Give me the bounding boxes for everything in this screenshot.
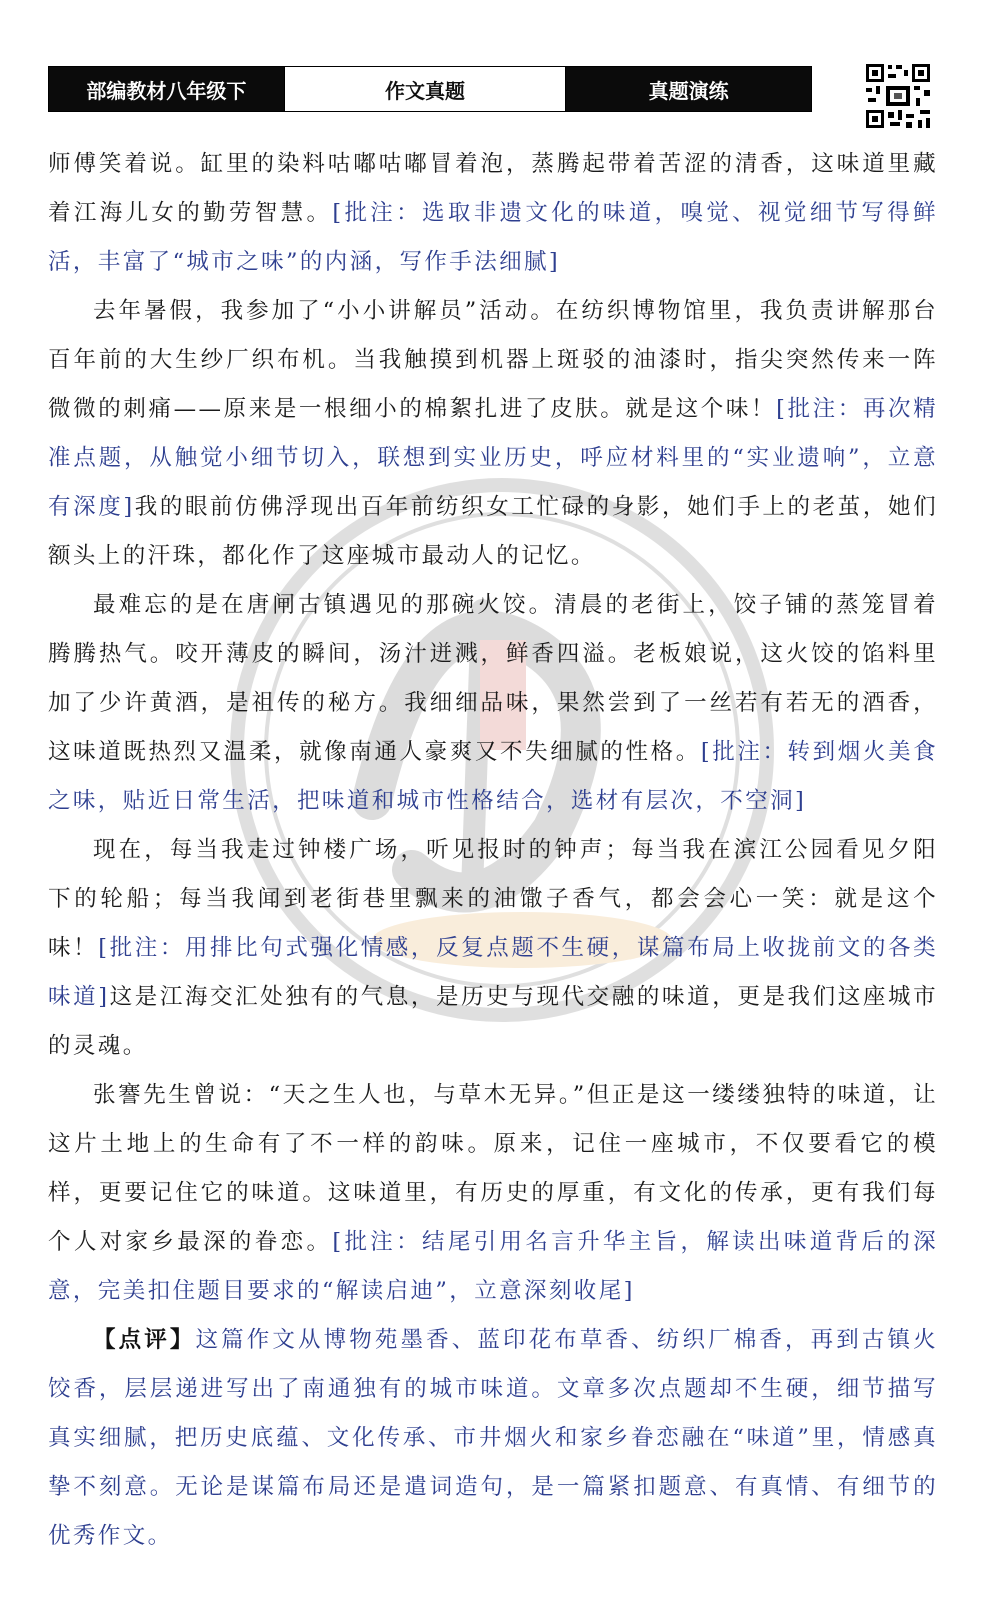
annotation: [批注：选取非遗文化的味道，嗅觉、视觉细节写得鲜活，丰富了“城市之味”的内涵，写作手法细腻] bbox=[48, 200, 938, 275]
paragraph-3 bbox=[48, 581, 938, 826]
header-section-label: 真题演练 bbox=[566, 67, 811, 111]
review-paragraph bbox=[48, 1316, 938, 1561]
paragraph-text: 张謇先生曾说：“天之生人也，与草木无异。”但正是这一缕缕独特的味道，让这片土地上的生命有了不一样的韵味。原来，记住一座城市，不仅要看它的模样，更要记住它的味道。这味道里，有历史的厚重，有文化的传承，更有我们每个人对家乡最深的眷恋。 bbox=[48, 1082, 938, 1255]
paragraph-5 bbox=[48, 1071, 938, 1316]
paragraph-1 bbox=[48, 140, 938, 287]
annotation: [批注：再次精准点题，从触觉小细节切入，联想到实业历史，呼应材料里的“实业遗响”，立意有深度] bbox=[48, 396, 938, 520]
annotation: [批注：用排比句式强化情感，反复点题不生硬，谋篇布局上收拢前文的各类味道] bbox=[48, 935, 938, 1010]
annotation: [批注：转到烟火美食之味，贴近日常生活，把味道和城市性格结合，选材有层次，不空洞] bbox=[48, 739, 939, 814]
paragraph-2 bbox=[48, 287, 938, 581]
header-grade-label: 部编教材八年级下 bbox=[49, 67, 284, 111]
paragraph-text: 最难忘的是在唐闸古镇遇见的那碗火饺。清晨的老街上，饺子铺的蒸笼冒着腾腾热气。咬开薄皮的瞬间，汤汁迸溅，鲜香四溢。老板娘说，这火饺的馅料里加了少许黄酒，是祖传的秘方。我细细品味，果然尝到了一丝若有若无的酒香，这味道既热烈又温柔，就像南通人豪爽又不失细腻的性格。 bbox=[48, 592, 938, 765]
paragraph-text: 这是江海交汇处独有的气息，是历史与现代交融的味道，更是我们这座城市的灵魂。 bbox=[48, 984, 939, 1059]
paragraph-text: 去年暑假，我参加了“小小讲解员”活动。在纺织博物馆里，我负责讲解那台百年前的大生纱厂织布机。当我触摸到机器上斑驳的油漆时，指尖突然传来一阵微微的刺痛——原来是一根细小的棉絮扎进了皮肤。就是这个味！ bbox=[48, 298, 938, 422]
paragraph-text: 我的眼前仿佛浮现出百年前纺织女工忙碌的身影，她们手上的老茧，她们额头上的汗珠，都化作了这座城市最动人的记忆。 bbox=[48, 494, 938, 569]
annotation: [批注：结尾引用名言升华主旨，解读出味道背后的深意，完美扣住题目要求的“解读启迪”，立意深刻收尾] bbox=[48, 1229, 938, 1304]
review-text: 这篇作文从博物苑墨香、蓝印花布草香、纺织厂棉香，再到古镇火饺香，层层递进写出了南通独有的城市味道。文章多次点题却不生硬，细节描写真实细腻，把历史底蕴、文化传承、市井烟火和家乡眷恋融在“味道”里，情感真挚不刻意。无论是谋篇布局还是遣词造句，是一篇紧扣题意、有真情、有细节的优秀作文。 bbox=[48, 1327, 938, 1549]
paragraph-text: 师傅笑着说。缸里的染料咕嘟咕嘟冒着泡，蒸腾起带着苦涩的清香，这味道里藏着江海儿女的勤劳智慧。 bbox=[48, 151, 938, 226]
essay-body bbox=[48, 140, 938, 1561]
header-title: 作文真题 bbox=[284, 67, 567, 111]
paragraph-text: 现在，每当我走过钟楼广场，听见报时的钟声；每当我在滨江公园看见夕阳下的轮船；每当我闻到老街巷里飘来的油馓子香气，都会会心一笑：就是这个味！ bbox=[48, 837, 938, 961]
header-banner bbox=[48, 66, 812, 112]
qr-code-icon[interactable] bbox=[864, 62, 932, 130]
paragraph-4 bbox=[48, 826, 938, 1071]
review-label: 【点评】 bbox=[93, 1327, 196, 1353]
